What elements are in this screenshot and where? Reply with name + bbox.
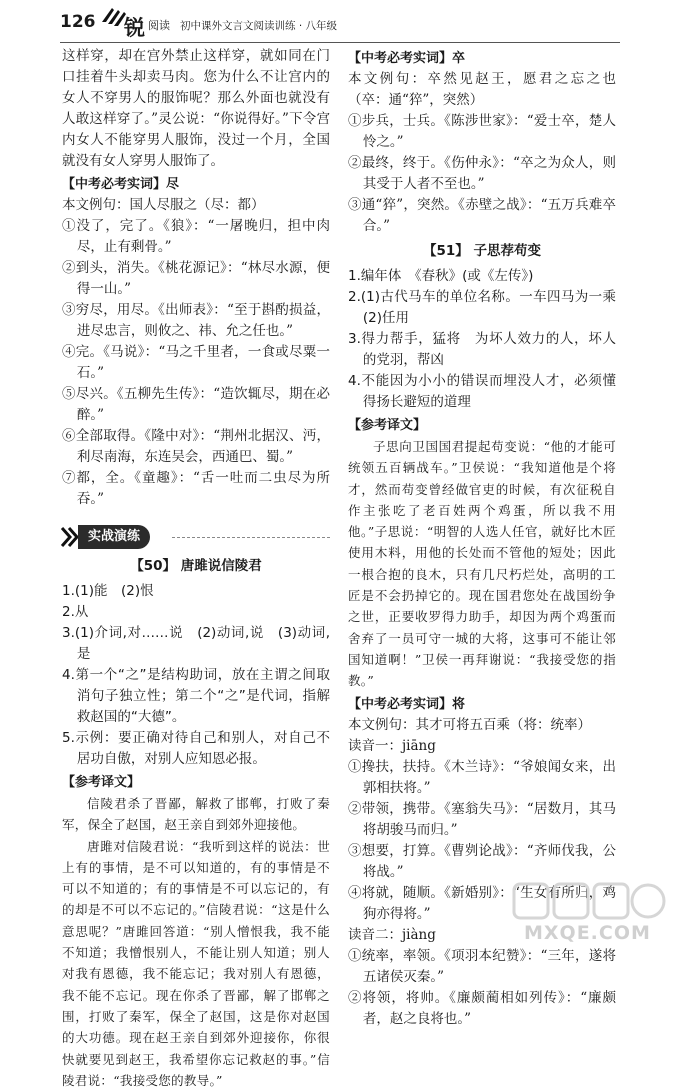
- vocab-label: 【中考必考实词】将: [348, 696, 466, 712]
- vocab-item: ①步兵，士兵。《陈涉世家》：“爱士卒，楚人怜之。”: [348, 113, 616, 150]
- banner-divider: [172, 537, 330, 538]
- item-51: [348, 241, 630, 692]
- page-header: [0, 0, 675, 44]
- reading-label: 读音一：jiāng: [348, 737, 436, 754]
- answer-item: 2.(1)古代马车的单位名称。一车四马为一乘 (2)任用: [348, 289, 630, 326]
- translation-paragraph: 信陵君杀了晋鄙，解救了邯郸，打败了秦军，保全了赵国，赵王亲自到郊外迎接他。: [62, 796, 330, 833]
- vocab-item: ②到头，消失。《桃花源记》：“林尽水源，便得一山。”: [62, 260, 330, 297]
- vocab-item: ①搀扶，扶持。《木兰诗》：“爷娘闻女来，出郭相扶将。”: [348, 758, 616, 796]
- vocab-label: 【中考必考实词】卒: [348, 51, 466, 66]
- answer-item: 5.示例：要正确对待自己和别人，对自己不居功自傲，对别人应知恩必报。: [62, 730, 330, 767]
- answer-item: 2.从: [62, 604, 89, 620]
- brand-subtitle: 阅读: [148, 19, 170, 32]
- vocab-example: 本文例句：国人尽服之（尽：都）: [62, 197, 265, 213]
- vocab-item: ④将就，随顺。《新婚别》：“生女有所归，鸡狗亦得将。”: [348, 884, 616, 922]
- vocab-example: 本文例句：其才可将五百乘（将：统率）: [348, 716, 591, 733]
- vocab-item: ⑦都，全。《童趣》：“舌一吐而二虫尽为所吞。”: [62, 470, 330, 507]
- vocab-item: ③穷尽，用尽。《出师表》：“至于斟酌损益，进尽忠言，则攸之、祎、允之任也。”: [62, 302, 330, 339]
- vocab-section-jiang: [348, 694, 616, 1030]
- translation-paragraph: 唐雎对信陵君说：“我听到这样的说法：世上有的事情，是不可以知道的，有的事情是不可以不知道的；有的事情是不可以忘记的，有的却是不可以不忘记的。”信陵君说：“这是什么意思呢？”唐雎回答道：“别人憎恨我，我不能不知道；我憎恨别人，不能让别人知道；别人对我有恩德，我不能忘记；我对别人有恩德，我不能不忘记。现在你杀了晋鄙，解了邯郸之围，打败了秦军，保全了赵国，这是你对赵国的大功德。现在赵王亲自到郊外迎接你，你很快就要见到赵王，我希望你忘记救赵的事。”信陵君说：“我接受您的教导。”: [62, 838, 330, 1088]
- vocab-item: ⑤尽兴。《五柳先生传》：“造饮辄尽，期在必醉。”: [62, 386, 330, 423]
- reference-label: 【参考译文】: [348, 418, 427, 433]
- vocab-item: ②带领，携带。《塞翁失马》：“居数月，其马将胡骏马而归。”: [348, 800, 616, 838]
- reading-label: 读音二：jiàng: [348, 926, 436, 943]
- answer-item: 3.得力帮手，猛将 为坏人效力的人，坏人的党羽，帮凶: [348, 331, 616, 368]
- vocab-example: 本文例句：卒然见赵王，愿君之忘之也（卒：通“猝”，突然）: [348, 71, 616, 108]
- answer-item: 1.编年体 《春秋》(或《左传》): [348, 268, 534, 284]
- page-number: 126: [60, 12, 96, 32]
- vocab-section-jin: [62, 174, 330, 510]
- vocab-item: ③通“猝”，突然。《赤壁之战》：“五万兵难卒合。”: [348, 197, 616, 234]
- watermark-text: MXQE.COM: [524, 922, 651, 944]
- header-divider: [60, 42, 620, 43]
- brand-name: 锐: [124, 16, 145, 40]
- vocab-item: ④完。《马说》：“马之千里者，一食或尽粟一石。”: [62, 344, 330, 381]
- vocab-item: ⑥全部取得。《隆中对》：“荆州北据汉、沔，利尽南海，东连吴会，西通巴、蜀。”: [62, 428, 330, 465]
- series-title: 初中课外文言文阅读训练 · 八年级: [180, 20, 338, 32]
- item-50: [62, 556, 330, 1091]
- vocab-label: 【中考必考实词】尽: [62, 177, 180, 192]
- vocab-section-zu: [348, 48, 616, 237]
- practice-banner: [60, 522, 330, 552]
- watermark-logo-icon: [508, 878, 668, 924]
- answer-item: 1.(1)能 (2)恨: [62, 583, 154, 599]
- continued-translation: 这样穿，却在宫外禁止这样穿，就如同在门口挂着牛头却卖马肉。您为什么不让宫内的女人不穿男人的服饰呢？那么外面也就没有人敢这样穿了。”灵公说：“你说得好。”下令宫内女人不能穿男人服饰，没过一个月，全国就没有女人穿男人服饰了。: [62, 48, 330, 169]
- left-column: [62, 46, 330, 1091]
- answer-item: 3.(1)介词,对……说 (2)动词,说 (3)动词,是: [62, 625, 330, 662]
- vocab-item: ②将领，将帅。《廉颇蔺相如列传》：“廉颇者，赵之良将也。”: [348, 989, 616, 1027]
- watermark: [508, 878, 668, 948]
- item-title: 【51】 子思荐苟变: [423, 243, 541, 259]
- answer-item: 4.不能因为小小的错误而埋没人才，必须懂得扬长避短的道理: [348, 373, 616, 410]
- item-title: 【50】 唐雎说信陵君: [130, 558, 262, 574]
- chevron-arrows-icon: [60, 526, 80, 548]
- vocab-item: ①统率，率领。《项羽本纪赞》：“三年，遂将五诸侯灭秦。”: [348, 947, 616, 985]
- vocab-item: ③想要，打算。《曹刿论战》：“齐师伐我，公将战。”: [348, 842, 616, 880]
- vocab-item: ①没了，完了。《狼》：“一屠晚归，担中肉尽，止有剩骨。”: [62, 218, 330, 255]
- reference-label: 【参考译文】: [62, 775, 141, 790]
- banner-label: 实战演练: [78, 525, 150, 549]
- answer-item: 4.第一个“之”是结构助词，放在主谓之间取消句子独立性；第二个“之”是代词，指解救赵国的“大德”。: [62, 667, 330, 725]
- vocab-item: ②最终，终于。《伤仲永》：“卒之为众人，则其受于人者不至也。”: [348, 155, 616, 192]
- translation-paragraph: 子思向卫国国君提起苟变说：“他的才能可统领五百辆战车。”卫侯说：“我知道他是个将才，然而苟变曾经做官吏的时候，有次征税自作主张吃了老百姓两个鸡蛋，所以我不用他。”子思说：“明智的人选人任官，就好比木匠使用木料，用他的长处而不管他的短处；因此一根合抱的良木，只有几尺朽烂处，高明的工匠是不会扔掉它的。现在国君您处在战国纷争之世，正要收罗得力助手，却因为两个鸡蛋而舍弃了一员可守一城的大将，这事可不能让邻国知道啊！”卫侯一再拜谢说：“我接受您的指教。”: [348, 439, 616, 689]
